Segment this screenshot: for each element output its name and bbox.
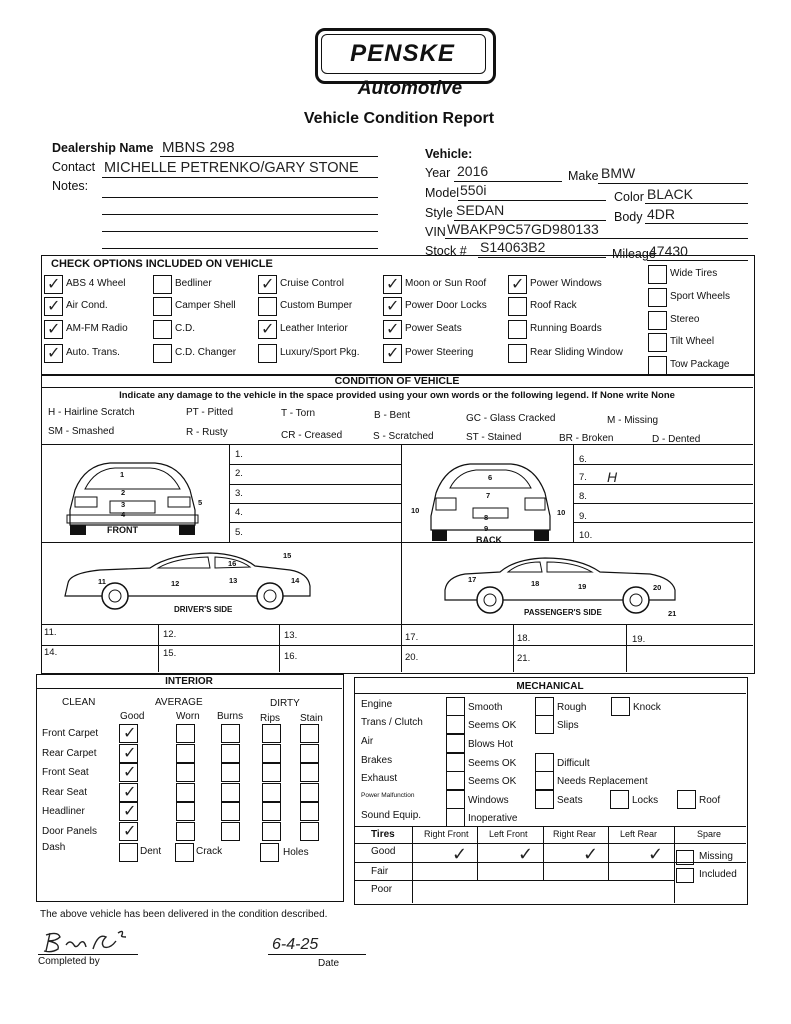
- checkbox-stereo[interactable]: [648, 311, 667, 330]
- damage-entry-number: 5.: [235, 527, 243, 538]
- diagram-location-number: 19: [578, 582, 587, 591]
- damage-entry-number: 11.: [44, 627, 57, 638]
- diagram-location-number: 13: [229, 576, 238, 585]
- model-label: Model: [425, 186, 460, 200]
- dash-crack-checkbox[interactable]: [175, 843, 194, 862]
- checkbox-rear-sliding-window[interactable]: [508, 344, 527, 363]
- delivered-statement: The above vehicle has been delivered in the condition described.: [40, 909, 328, 920]
- style-value: SEDAN: [456, 202, 505, 218]
- option-label-abs-4-wheel: ABS 4 Wheel: [66, 278, 126, 289]
- interior-dash-label: Dash: [42, 842, 66, 853]
- mech-checkbox-rough[interactable]: [535, 697, 554, 716]
- checkbox-tilt-wheel[interactable]: [648, 333, 667, 352]
- checkbox-camper-shell[interactable]: [153, 297, 172, 316]
- dash-dent-label: Dent: [140, 846, 162, 857]
- diagram-location-number: 16: [228, 559, 237, 568]
- tire-good-check-icon: ✓: [518, 844, 534, 865]
- mech-row-engine: Engine: [361, 699, 393, 710]
- legend-item: ST - Stained: [466, 432, 522, 443]
- diagram-location-number: 6: [488, 473, 493, 482]
- mech-checkbox-seats[interactable]: [535, 790, 554, 809]
- contact-label: Contact: [52, 160, 96, 174]
- option-label-bedliner: Bedliner: [175, 278, 212, 289]
- mech-checkbox-smooth[interactable]: [446, 697, 465, 716]
- interior-checkbox-rear-seat[interactable]: [221, 783, 240, 802]
- mech-option-roof: Roof: [699, 795, 721, 806]
- mech-row-sound-equip-: Sound Equip.: [361, 810, 422, 821]
- check-mark-icon: ✓: [386, 343, 400, 362]
- check-mark-icon: ✓: [123, 723, 137, 742]
- option-label-power-windows: Power Windows: [530, 278, 602, 289]
- mech-option-locks: Locks: [632, 795, 659, 806]
- spare-missing-label: Missing: [699, 851, 733, 862]
- mech-option-rough: Rough: [557, 702, 587, 713]
- year-label: Year: [425, 166, 451, 180]
- damage-entry-number: 12.: [163, 629, 177, 640]
- check-mark-icon: ✓: [47, 274, 61, 293]
- damage-entry-number: 1.: [235, 449, 243, 460]
- option-label-c-d-changer: C.D. Changer: [175, 347, 237, 358]
- mech-row-air: Air: [361, 736, 374, 747]
- tire-good-check-icon: ✓: [452, 844, 468, 865]
- mechanical-heading: MECHANICAL: [516, 681, 584, 692]
- body-value: 4DR: [647, 206, 676, 222]
- interior-row-front-carpet: Front Carpet: [42, 728, 99, 739]
- diagram-location-number: 14: [291, 576, 300, 585]
- check-mark-icon: ✓: [386, 319, 400, 338]
- mech-checkbox-difficult[interactable]: [535, 753, 554, 772]
- interior-col-worn: Worn: [176, 711, 200, 722]
- option-label-tow-package: Tow Package: [670, 359, 730, 370]
- interior-checkbox-rear-seat[interactable]: [176, 783, 195, 802]
- diagram-location-number: 7: [486, 491, 491, 500]
- checkbox-sport-wheels[interactable]: [648, 288, 667, 307]
- damage-entry-number: 15.: [163, 648, 177, 659]
- completed-label: Completed by: [38, 956, 100, 967]
- legend-item: R - Rusty: [186, 427, 228, 438]
- interior-checkbox-front-seat[interactable]: [221, 763, 240, 782]
- check-mark-icon: ✓: [123, 820, 137, 840]
- option-label-power-door-locks: Power Door Locks: [405, 300, 487, 311]
- diagram-location-number: 12: [171, 579, 180, 588]
- mech-checkbox-inoperative[interactable]: [446, 808, 465, 827]
- legend-item: SM - Smashed: [48, 426, 115, 437]
- completed-by-signature: [38, 925, 138, 957]
- mech-option-smooth: Smooth: [468, 702, 503, 713]
- diagram-location-number: 11: [98, 577, 106, 586]
- damage-entry-number: 13.: [284, 630, 298, 641]
- tire-col-right-rear: Right Rear: [553, 829, 597, 839]
- option-label-custom-bumper: Custom Bumper: [280, 300, 353, 311]
- options-heading: CHECK OPTIONS INCLUDED ON VEHICLE: [51, 258, 273, 270]
- option-label-rear-sliding-window: Rear Sliding Window: [530, 347, 623, 358]
- option-label-air-cond: Air Cond.: [66, 300, 108, 311]
- interior-heading: INTERIOR: [165, 676, 213, 687]
- checkbox-running-boards[interactable]: [508, 320, 527, 339]
- tire-col-tires: Tires: [371, 829, 395, 840]
- checkbox-c-d-changer[interactable]: [153, 344, 172, 363]
- spare-missing-checkbox[interactable]: [676, 850, 694, 865]
- mech-option-seats: Seats: [557, 795, 583, 806]
- contact-value: MICHELLE PETRENKO/GARY STONE: [104, 160, 359, 176]
- interior-checkbox-headliner[interactable]: [262, 802, 281, 821]
- spare-included-checkbox[interactable]: [676, 868, 694, 883]
- legend-item: PT - Pitted: [186, 407, 234, 418]
- damage-entry-number: 20.: [405, 652, 419, 663]
- mech-row-power-malfunction: Power Malfunction: [361, 792, 415, 799]
- dealership-label: Dealership Name: [52, 141, 154, 155]
- mech-checkbox-windows[interactable]: [446, 790, 465, 809]
- option-label-c-d: C.D.: [175, 323, 195, 334]
- interior-checkbox-headliner[interactable]: [221, 802, 240, 821]
- style-label: Style: [425, 206, 453, 220]
- diagram-location-number: 15: [283, 551, 292, 560]
- color-value: BLACK: [647, 186, 693, 202]
- interior-checkbox-front-seat[interactable]: [176, 763, 195, 782]
- option-label-moon-or-sun-roof: Moon or Sun Roof: [405, 278, 487, 289]
- make-label: Make: [568, 169, 599, 183]
- legend-item: D - Dented: [652, 434, 701, 445]
- diagram-location-number: 2: [121, 488, 126, 497]
- condition-heading: CONDITION OF VEHICLE: [334, 375, 460, 387]
- option-label-roof-rack: Roof Rack: [530, 300, 577, 311]
- check-mark-icon: ✓: [47, 296, 61, 315]
- tire-row-fair: Fair: [371, 866, 389, 877]
- interior-average: AVERAGE: [155, 697, 203, 708]
- front-label: FRONT: [107, 525, 138, 535]
- diagram-location-number: 4: [121, 510, 126, 519]
- mech-checkbox-locks[interactable]: [610, 790, 629, 809]
- interior-checkbox-headliner[interactable]: [300, 802, 319, 821]
- mech-checkbox-blows-hot[interactable]: [446, 734, 465, 753]
- option-label-power-steering: Power Steering: [405, 347, 474, 358]
- damage-entry-number: 21.: [517, 653, 531, 664]
- option-label-cruise-control: Cruise Control: [280, 278, 344, 289]
- damage-entry-number: 16.: [284, 651, 298, 662]
- model-value: 550i: [460, 182, 487, 198]
- check-mark-icon: ✓: [123, 781, 137, 801]
- interior-checkbox-rear-carpet[interactable]: [262, 744, 281, 763]
- year-value: 2016: [457, 163, 489, 179]
- mech-checkbox-roof[interactable]: [677, 790, 696, 809]
- diagram-location-number: 1: [120, 470, 125, 479]
- interior-checkbox-headliner[interactable]: [176, 802, 195, 821]
- dealership-value: MBNS 298: [162, 139, 235, 156]
- interior-col-stain: Stain: [300, 713, 323, 724]
- legend-item: T - Torn: [281, 408, 316, 419]
- interior-checkbox-rear-carpet[interactable]: [176, 744, 195, 763]
- passenger-side-label: PASSENGER'S SIDE: [524, 608, 602, 617]
- check-mark-icon: ✓: [261, 274, 275, 293]
- diagram-location-number: 21: [668, 609, 677, 618]
- damage-entry-number: 10.: [579, 530, 593, 541]
- damage-entry-number: 9.: [579, 511, 587, 522]
- interior-row-rear-seat: Rear Seat: [42, 786, 88, 798]
- damage-entry-number: 18.: [517, 633, 531, 644]
- tire-col-left-rear: Left Rear: [620, 829, 658, 839]
- body-label: Body: [614, 210, 643, 224]
- check-mark-icon: ✓: [47, 319, 61, 338]
- check-mark-icon: ✓: [261, 319, 275, 338]
- mech-checkbox-needs-replacement[interactable]: [535, 771, 554, 790]
- check-mark-icon: ✓: [123, 762, 137, 781]
- interior-row-rear-carpet: Rear Carpet: [42, 747, 97, 759]
- check-mark-icon: ✓: [386, 296, 400, 315]
- damage-entry-number: 4.: [235, 507, 243, 518]
- mech-row-exhaust: Exhaust: [361, 773, 398, 784]
- interior-checkbox-front-seat[interactable]: [300, 763, 319, 782]
- date-value: 6-4-25: [272, 936, 319, 953]
- check-mark-icon: ✓: [123, 801, 137, 820]
- tire-good-check-icon: ✓: [648, 844, 664, 865]
- option-label-leather-interior: Leather Interior: [280, 323, 348, 334]
- tire-col-right-front: Right Front: [424, 829, 469, 839]
- checkbox-wide-tires[interactable]: [648, 265, 667, 284]
- mech-row-brakes: Brakes: [361, 755, 393, 766]
- interior-checkbox-door-panels[interactable]: [300, 822, 319, 841]
- option-label-power-seats: Power Seats: [405, 323, 462, 334]
- damage-entry-number: 14.: [44, 647, 58, 658]
- damage-entry-number: 2.: [235, 468, 243, 479]
- option-label-auto-trans: Auto. Trans.: [66, 347, 120, 358]
- interior-checkbox-door-panels[interactable]: [262, 822, 281, 841]
- mech-checkbox-slips[interactable]: [535, 715, 554, 734]
- option-label-stereo: Stereo: [670, 314, 700, 325]
- damage-entry-number: 7.: [579, 472, 587, 483]
- interior-checkbox-rear-carpet[interactable]: [300, 744, 319, 763]
- stock-label: Stock #: [425, 244, 467, 258]
- mech-option-needs-replacement: Needs Replacement: [557, 776, 648, 787]
- tire-good-check-icon: ✓: [583, 844, 599, 865]
- spare-included-label: Included: [699, 869, 737, 880]
- checkbox-tow-package[interactable]: [648, 356, 667, 375]
- mech-option-slips: Slips: [557, 720, 579, 731]
- diagram-location-number: 20: [653, 583, 662, 592]
- interior-checkbox-door-panels[interactable]: [176, 822, 195, 841]
- mech-row-trans-clutch: Trans / Clutch: [361, 717, 423, 728]
- legend-item: H - Hairline Scratch: [48, 407, 135, 418]
- make-value: BMW: [601, 165, 636, 181]
- checkbox-bedliner[interactable]: [153, 275, 172, 294]
- mileage-label: Mileage: [612, 247, 656, 261]
- legend-item: CR - Creased: [281, 430, 343, 441]
- mech-checkbox-knock[interactable]: [611, 697, 630, 716]
- legend-item: M - Missing: [607, 415, 659, 426]
- checkbox-luxury-sport-pkg[interactable]: [258, 344, 277, 363]
- option-label-camper-shell: Camper Shell: [175, 300, 236, 311]
- interior-checkbox-rear-seat[interactable]: [262, 783, 281, 802]
- diagram-location-number: 10: [557, 508, 566, 517]
- vin-label: VIN: [425, 225, 446, 239]
- diagram-location-number: 8: [484, 513, 489, 522]
- back-label: BACK: [476, 535, 502, 545]
- interior-col-rips: Rips: [260, 713, 281, 724]
- mech-checkbox-seems-ok[interactable]: [446, 753, 465, 772]
- diagram-location-number: 17: [468, 575, 477, 584]
- page-title: Vehicle Condition Report: [303, 110, 495, 127]
- mileage-value: 47430: [649, 243, 688, 259]
- damage-entry-number: 6.: [579, 454, 587, 465]
- interior-checkbox-front-carpet[interactable]: [300, 724, 319, 743]
- interior-clean: CLEAN: [62, 697, 96, 708]
- mech-option-knock: Knock: [633, 702, 661, 713]
- checkbox-c-d[interactable]: [153, 320, 172, 339]
- tire-col-left-front: Left Front: [489, 829, 528, 839]
- option-label-wide-tires: Wide Tires: [670, 268, 718, 279]
- damage-entry-number: 3.: [235, 488, 243, 499]
- interior-col-burns: Burns: [217, 711, 244, 722]
- checkbox-roof-rack[interactable]: [508, 297, 527, 316]
- mech-option-windows: Windows: [468, 795, 509, 806]
- color-label: Color: [614, 190, 644, 204]
- mech-option-blows-hot: Blows Hot: [468, 739, 514, 750]
- mech-option-seems-ok: Seems OK: [468, 776, 517, 787]
- notes-label: Notes:: [52, 179, 89, 193]
- tire-col-spare: Spare: [697, 829, 722, 839]
- damage-entry-number: 19.: [632, 634, 646, 645]
- vehicle-heading: Vehicle:: [425, 147, 473, 161]
- condition-instruction: Indicate any damage to the vehicle in the space provided using your own words or the following legend. If None write None: [119, 390, 675, 401]
- diagram-location-number: 10: [411, 506, 420, 515]
- legend-item: BR - Broken: [559, 433, 614, 444]
- interior-checkbox-rear-carpet[interactable]: [221, 744, 240, 763]
- dash-dent-checkbox[interactable]: [119, 843, 138, 862]
- vin-value: WBAKP9C57GD980133: [447, 221, 599, 237]
- check-mark-icon: ✓: [123, 742, 137, 762]
- dash-holes-checkbox[interactable]: [260, 843, 279, 862]
- stock-value: S14063B2: [480, 239, 546, 255]
- interior-col-good: Good: [120, 711, 145, 722]
- diagram-location-number: 9: [484, 524, 489, 533]
- mech-checkbox-seems-ok[interactable]: [446, 771, 465, 790]
- interior-row-front-seat: Front Seat: [42, 767, 89, 778]
- interior-checkbox-front-carpet[interactable]: [262, 724, 281, 743]
- diagram-location-number: 18: [531, 579, 540, 588]
- brand-name: PENSKE: [350, 40, 455, 67]
- driver-side-label: DRIVER'S SIDE: [174, 605, 233, 614]
- checkbox-custom-bumper[interactable]: [258, 297, 277, 316]
- diagram-location-number: 3: [121, 500, 126, 509]
- legend-item: S - Scratched: [373, 431, 434, 442]
- diagram-location-number: 5: [198, 498, 203, 507]
- mech-option-seems-ok: Seems OK: [468, 758, 517, 769]
- dash-holes-label: Holes: [283, 847, 309, 858]
- option-label-am-fm-radio: AM-FM Radio: [66, 323, 128, 334]
- damage-entry-number: 17.: [405, 632, 419, 643]
- date-label: Date: [318, 958, 340, 969]
- brand-sub: Automotive: [357, 78, 463, 99]
- check-mark-icon: ✓: [47, 343, 61, 362]
- car-back-diagram: [418, 458, 566, 543]
- tire-row-poor: Poor: [371, 884, 393, 895]
- legend-item: B - Bent: [374, 410, 411, 421]
- interior-checkbox-rear-seat[interactable]: [300, 783, 319, 802]
- mech-option-seems-ok: Seems OK: [468, 720, 517, 731]
- dash-crack-label: Crack: [196, 846, 223, 857]
- damage-entry-number: 8.: [579, 491, 587, 502]
- interior-dirty: DIRTY: [270, 698, 300, 709]
- mech-option-inoperative: Inoperative: [468, 813, 518, 824]
- mech-checkbox-seems-ok[interactable]: [446, 715, 465, 734]
- check-mark-icon: ✓: [511, 274, 525, 293]
- tire-row-good: Good: [371, 846, 396, 857]
- mech-option-difficult: Difficult: [557, 758, 590, 769]
- option-label-luxury-sport-pkg: Luxury/Sport Pkg.: [280, 347, 360, 358]
- legend-item: GC - Glass Cracked: [466, 413, 556, 424]
- interior-row-headliner: Headliner: [42, 806, 85, 817]
- option-label-tilt-wheel: Tilt Wheel: [670, 336, 715, 347]
- damage-entry-value: H: [607, 469, 618, 485]
- option-label-sport-wheels: Sport Wheels: [670, 291, 731, 302]
- interior-checkbox-front-seat[interactable]: [262, 763, 281, 782]
- check-mark-icon: ✓: [386, 274, 400, 293]
- interior-checkbox-door-panels[interactable]: [221, 822, 240, 841]
- interior-row-door-panels: Door Panels: [42, 825, 98, 837]
- interior-checkbox-front-carpet[interactable]: [176, 724, 195, 743]
- option-label-running-boards: Running Boards: [530, 323, 602, 334]
- interior-checkbox-front-carpet[interactable]: [221, 724, 240, 743]
